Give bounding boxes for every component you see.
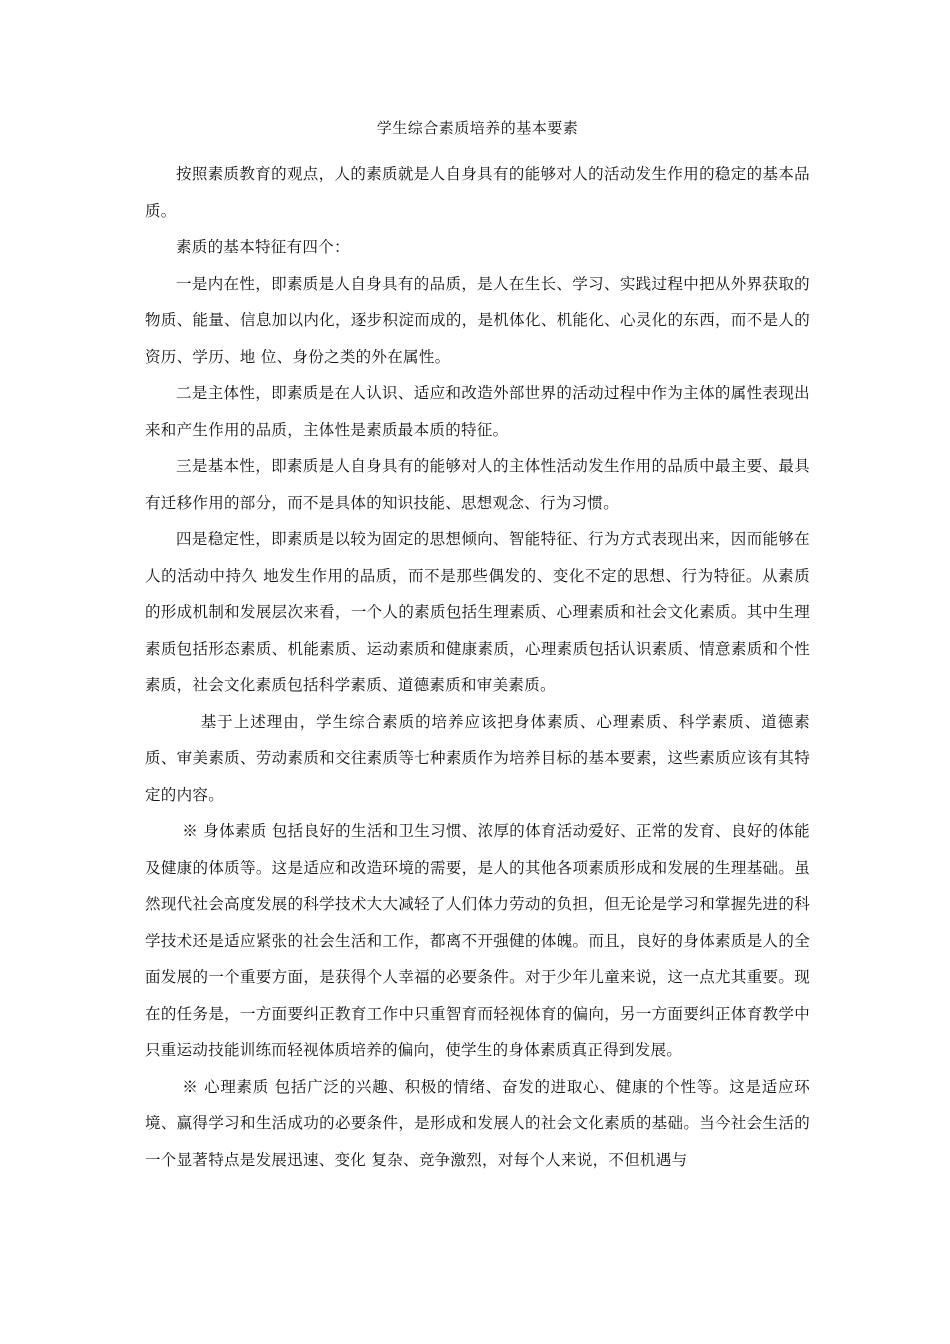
paragraph-seven-elements: 基于上述理由，学生综合素质的培养应该把身体素质、心理素质、科学素质、道德素质、审美素质、劳动素质和交往素质等七种素质作为培养目标的基本要素，这些素质应该有其特定的内容。 bbox=[145, 712, 810, 804]
paragraph-definition: 按照素质教育的观点，人的素质就是人自身具有的能够对人的活动发生作用的稳定的基本品质。 bbox=[145, 165, 810, 220]
document-title: 学生综合素质培养的基本要素 bbox=[376, 119, 579, 137]
paragraph-psychological-quality: ※ 心理素质 包括广泛的兴趣、积极的情绪、奋发的进取心、健康的个性等。这是适应环境、赢得学习和生活成功的必要条件，是形成和发展人的社会文化素质的基础。当今社会生活的一个显著特点是发展迅速、变化 复杂、竞争激烈，对每个人来说，不但机遇与 bbox=[145, 1077, 810, 1169]
paragraph-feature-intrinsic: 一是内在性，即素质是人自身具有的品质，是人在生长、学习、实践过程中把从外界获取的物质、能量、信息加以内化，逐步积淀而成的，是机体化、机能化、心灵化的东西，而不是人的资历、学历、地 位、身份之类的外在属性。 bbox=[145, 274, 810, 366]
paragraph-feature-stability: 四是稳定性，即素质是以较为固定的思想倾向、智能特征、行为方式表现出来，因而能够在人的活动中持久 地发生作用的品质，而不是那些偶发的、变化不定的思想、行为特征。从素质的形成机制和发展层次来看，一个人的素质包括生理素质、心理素质和社会文化素质。其中生理素质包括形态素质、机能素质、运动素质和健康素质，心理素质包括认识素质、情意素质和个性素质，社会文化素质包括科学素质、道德素质和审美素质。 bbox=[145, 530, 810, 694]
paragraph-features-intro: 素质的基本特征有四个： bbox=[176, 238, 350, 256]
document-body bbox=[145, 156, 810, 1178]
paragraph-feature-subjectivity: 二是主体性，即素质是在人认识、适应和改造外部世界的活动过程中作为主体的属性表现出来和产生作用的品质，主体性是素质最本质的特征。 bbox=[145, 384, 810, 439]
paragraph-physical-quality: ※ 身体素质 包括良好的生活和卫生习惯、浓厚的体育活动爱好、正常的发育、良好的体能及健康的体质等。这是适应和改造环境的需要，是人的其他各项素质形成和发展的生理基础。虽然现代社会高度发展的科学技术大大减轻了人们体力劳动的负担，但无论是学习和掌握先进的科学技术还是适应紧张的社会生活和工作，都离不开强健的体魄。而且，良好的身体素质是人的全面发展的一个重要方面，是获得个人幸福的必要条件。对于少年儿童来说，这一点尤其重要。现在的任务是，一方面要纠正教育工作中只重智育而轻视体育的偏向，另一方面要纠正体育教学中只重运动技能训练而轻视体质培养的偏向，使学生的身体素质真正得到发展。 bbox=[145, 822, 810, 1059]
paragraph-feature-basic: 三是基本性，即素质是人自身具有的能够对人的主体性活动发生作用的品质中最主要、最具有迁移作用的部分，而不是具体的知识技能、思想观念、行为习惯。 bbox=[145, 457, 810, 512]
